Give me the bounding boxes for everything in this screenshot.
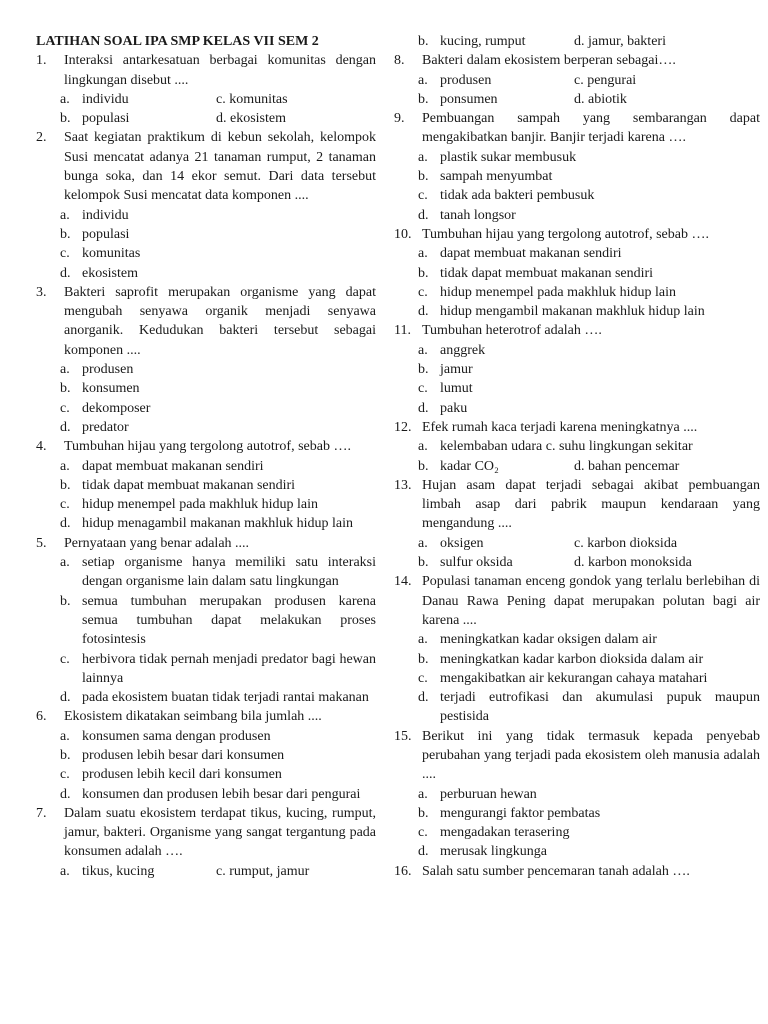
option-letter: c. [418, 284, 428, 300]
option-text: predator [82, 419, 129, 435]
question-number: 4. [36, 439, 47, 455]
answer-option [36, 457, 376, 476]
question-number: 11. [394, 323, 411, 339]
question-text: Populasi tanaman enceng gondok yang terlalu berlebihan di Danau Rawa Pening dapat merupakan polutan bagi air karena .... [422, 574, 760, 628]
question [394, 727, 760, 785]
question [36, 534, 376, 553]
answer-option: d. ekosistem [216, 111, 286, 127]
answer-option-pair [394, 32, 760, 51]
option-text: tidak dapat membuat makanan sendiri [440, 265, 654, 281]
answer-option [394, 688, 760, 727]
option-text: kelembaban udara c. suhu lingkungan sekitar [440, 439, 693, 455]
option-letter: a. [418, 786, 428, 802]
answer-option: d. abiotik [574, 91, 627, 107]
option-letter: b. [60, 477, 71, 493]
question-number: 8. [394, 53, 405, 69]
option-letter: a. [418, 342, 428, 358]
option-text: tidak ada bakteri pembusuk [440, 188, 595, 204]
question-text: Tumbuhan hijau yang tergolong autotrof, sebab …. [64, 439, 351, 455]
option-letter: c. [60, 767, 70, 783]
question [36, 283, 376, 360]
option-text: tanah longsor [440, 207, 516, 223]
option-letter: a. [60, 863, 70, 879]
option-text: hidup menagambil makanan makhluk hidup lain [82, 516, 353, 532]
question-text: Salah satu sumber pencemaran tanah adalah …. [422, 863, 690, 879]
option-letter: b. [418, 362, 429, 378]
question-number: 9. [394, 111, 405, 127]
answer-option-pair [36, 862, 376, 881]
option-text: populasi [82, 226, 130, 242]
answer-option-pair [394, 71, 760, 90]
option-letter: c. [418, 670, 428, 686]
question [394, 109, 760, 148]
question-number: 14. [394, 574, 412, 590]
option-text: tikus, kucing [82, 863, 155, 879]
question-text: Pernyataan yang benar adalah .... [64, 535, 250, 551]
option-text: produsen lebih besar dari konsumen [82, 747, 285, 763]
answer-option [60, 109, 216, 128]
option-letter: a. [418, 149, 428, 165]
question-text: Saat kegiatan praktikum di kebun sekolah, kelompok Susi mencatat adanya 21 tanaman rumput, 2 tanaman bunga soka, dan 14 ekor semut. Dari data tersebut kelompok Susi mencatat data komponen .... [64, 130, 376, 204]
option-letter: d. [418, 400, 429, 416]
answer-option [36, 360, 376, 379]
answer-option [394, 804, 760, 823]
answer-option-pair [394, 553, 760, 572]
option-letter: a. [60, 362, 70, 378]
answer-option [36, 592, 376, 650]
option-letter: b. [418, 91, 429, 107]
question-text: Pembuangan sampah yang sembarangan dapat mengakibatkan banjir. Banjir terjadi karena …. [422, 111, 760, 146]
question [36, 51, 376, 90]
answer-option [394, 302, 760, 321]
option-letter: b. [60, 111, 71, 127]
question-text: Tumbuhan hijau yang tergolong autotrof, sebab …. [422, 226, 709, 242]
option-letter: a. [418, 535, 428, 551]
answer-option-pair [394, 90, 760, 109]
right-column [394, 32, 760, 881]
option-text: anggrek [440, 342, 486, 358]
answer-option [36, 727, 376, 746]
answer-option [36, 399, 376, 418]
option-letter: c. [60, 651, 70, 667]
answer-option: c. karbon dioksida [574, 535, 678, 551]
option-text: individu [82, 91, 129, 107]
answer-option [394, 360, 760, 379]
option-letter: c. [60, 246, 70, 262]
answer-option [60, 862, 216, 881]
option-letter: b. [418, 169, 429, 185]
option-letter: c. [418, 188, 428, 204]
question [36, 437, 376, 456]
question-number: 2. [36, 130, 47, 146]
option-text: konsumen [82, 381, 140, 397]
option-letter: d. [418, 304, 429, 320]
question [394, 476, 760, 534]
question [394, 321, 760, 340]
answer-option-pair [36, 109, 376, 128]
answer-option [36, 553, 376, 592]
option-text: mengakibatkan air kekurangan cahaya matahari [440, 670, 708, 686]
answer-option-pair [394, 457, 760, 476]
option-text: konsumen dan produsen lebih besar dari pengurai [82, 786, 361, 802]
answer-option [36, 476, 376, 495]
answer-option [36, 650, 376, 689]
question-text: Berikut ini yang tidak termasuk kepada penyebab perubahan yang terjadi pada ekosistem oleh manusia adalah .... [422, 728, 760, 783]
question [394, 862, 760, 881]
option-text: paku [440, 400, 468, 416]
answer-option [36, 206, 376, 225]
question-number: 5. [36, 535, 47, 551]
option-text: komunitas [82, 246, 141, 262]
option-letter: a. [60, 728, 70, 744]
option-letter: c. [418, 825, 428, 841]
option-text: individu [82, 207, 129, 223]
answer-option [394, 283, 760, 302]
question [394, 572, 760, 630]
answer-option [36, 264, 376, 283]
option-letter: a. [418, 72, 428, 88]
option-text: produsen [82, 362, 134, 378]
option-letter: d. [60, 516, 71, 532]
question-text: Interaksi antarkesatuan berbagai komunitas dengan lingkungan disebut .... [64, 53, 376, 88]
answer-option [394, 437, 760, 456]
worksheet-title: LATIHAN SOAL IPA SMP KELAS VII SEM 2 [36, 34, 319, 49]
answer-option [394, 669, 760, 688]
option-letter: b. [60, 226, 71, 242]
answer-option [394, 148, 760, 167]
option-text: kadar CO₂ [440, 458, 499, 474]
option-letter: b. [418, 34, 429, 49]
option-text: sulfur oksida [440, 555, 513, 571]
answer-option: d. karbon monoksida [574, 555, 692, 571]
option-letter: d. [418, 207, 429, 223]
option-letter: c. [60, 497, 70, 513]
answer-option-pair [36, 90, 376, 109]
question [394, 51, 760, 70]
option-text: sampah menyumbat [440, 169, 553, 185]
option-text: meningkatkan kadar karbon dioksida dalam air [440, 651, 704, 667]
option-text: produsen [440, 72, 492, 88]
option-letter: b. [418, 555, 429, 571]
question-text: Bakteri saprofit merupakan organisme yang dapat mengubah senyawa organik menjadi senyawa anorganik. Kedudukan bakteri tersebut sebagai komponen .... [64, 284, 376, 358]
answer-option: c. komunitas [216, 91, 288, 107]
option-text: kucing, rumput [440, 34, 526, 49]
option-text: dekomposer [82, 400, 151, 416]
answer-option [394, 264, 760, 283]
question-number: 10. [394, 226, 412, 242]
option-letter: d. [60, 786, 71, 802]
option-letter: d. [60, 265, 71, 281]
option-text: hidup mengambil makanan makhluk hidup lain [440, 304, 705, 320]
option-text: herbivora tidak pernah menjadi predator bagi hewan lainnya [82, 651, 376, 686]
answer-option: c. rumput, jamur [216, 863, 310, 879]
option-text: hidup menempel pada makhluk hidup lain [82, 497, 319, 513]
answer-option [36, 765, 376, 784]
option-text: tidak dapat membuat makanan sendiri [82, 477, 296, 493]
option-letter: b. [60, 381, 71, 397]
answer-option [418, 71, 574, 90]
option-text: pada ekosistem buatan tidak terjadi rantai makanan [82, 690, 369, 706]
answer-option [394, 186, 760, 205]
option-text: dapat membuat makanan sendiri [82, 458, 264, 474]
question-text: Bakteri dalam ekosistem berperan sebagai…. [422, 53, 676, 69]
option-text: meningkatkan kadar oksigen dalam air [440, 632, 657, 648]
answer-option [394, 785, 760, 804]
option-text: perburuan hewan [440, 786, 537, 802]
answer-option [394, 244, 760, 263]
question-number: 15. [394, 728, 412, 744]
answer-option [394, 379, 760, 398]
answer-option [36, 688, 376, 707]
answer-option [394, 650, 760, 669]
option-text: mengadakan terasering [440, 825, 570, 841]
option-letter: a. [60, 555, 70, 571]
question-text: Hujan asam dapat terjadi sebagai akibat pembuangan limbah asap dari pabrik maupun kendaraan yang mengandung .... [422, 477, 760, 532]
option-letter: a. [418, 439, 428, 455]
question-text: Dalam suatu ekosistem terdapat tikus, kucing, rumput, jamur, bakteri. Organisme yang sangat tergantung pada konsumen adalah …. [64, 805, 376, 860]
left-column [36, 32, 376, 881]
option-text: setiap organisme hanya memiliki satu interaksi dengan organisme lain dalam satu lingkungan [82, 555, 376, 590]
option-text: semua tumbuhan merupakan produsen karena semua tumbuhan dapat melakukan proses fotosintesis [82, 593, 376, 648]
answer-option [418, 553, 574, 572]
question-text: Tumbuhan heterotrof adalah …. [422, 323, 602, 339]
answer-option [36, 746, 376, 765]
option-letter: d. [418, 844, 429, 860]
answer-option [36, 495, 376, 514]
option-letter: b. [60, 747, 71, 763]
option-text: terjadi eutrofikasi dan akumulasi pupuk maupun pestisida [440, 690, 760, 725]
option-text: konsumen sama dengan produsen [82, 728, 271, 744]
question [36, 128, 376, 205]
answer-option [60, 90, 216, 109]
question [36, 707, 376, 726]
answer-option: d. jamur, bakteri [574, 34, 666, 49]
option-text: ekosistem [82, 265, 138, 281]
option-letter: d. [60, 419, 71, 435]
option-letter: a. [60, 91, 70, 107]
answer-option: d. bahan pencemar [574, 458, 680, 474]
option-letter: b. [418, 458, 429, 474]
question-number: 16. [394, 863, 412, 879]
answer-option [394, 823, 760, 842]
question-number: 3. [36, 284, 47, 300]
answer-option [418, 457, 574, 476]
option-letter: a. [60, 207, 70, 223]
option-text: dapat membuat makanan sendiri [440, 246, 622, 262]
option-text: mengurangi faktor pembatas [440, 805, 601, 821]
answer-option [36, 225, 376, 244]
question [394, 225, 760, 244]
option-text: produsen lebih kecil dari konsumen [82, 767, 282, 783]
option-letter: c. [418, 381, 428, 397]
question-text: Ekosistem dikatakan seimbang bila jumlah .... [64, 709, 322, 725]
answer-option-pair [394, 534, 760, 553]
question-text: Efek rumah kaca terjadi karena meningkatnya .... [422, 419, 698, 435]
option-letter: b. [418, 651, 429, 667]
option-letter: d. [418, 690, 429, 706]
answer-option [36, 514, 376, 533]
answer-option [418, 534, 574, 553]
option-text: merusak lingkunga [440, 844, 547, 860]
option-text: lumut [440, 381, 473, 397]
answer-option [36, 244, 376, 263]
question-number: 13. [394, 477, 412, 493]
answer-option [418, 32, 574, 51]
question-number: 1. [36, 53, 47, 69]
answer-option [394, 630, 760, 649]
answer-option [36, 379, 376, 398]
option-text: ponsumen [440, 91, 498, 107]
question [394, 418, 760, 437]
option-letter: d. [60, 690, 71, 706]
option-text: hidup menempel pada makhluk hidup lain [440, 284, 677, 300]
question-number: 7. [36, 805, 47, 821]
option-letter: b. [418, 805, 429, 821]
answer-option [36, 418, 376, 437]
answer-option [394, 399, 760, 418]
question-number: 12. [394, 419, 412, 435]
option-letter: b. [418, 265, 429, 281]
option-letter: a. [418, 246, 428, 262]
option-letter: a. [418, 632, 428, 648]
question-number: 6. [36, 709, 47, 725]
question [36, 804, 376, 862]
answer-option [394, 341, 760, 360]
option-text: plastik sukar membusuk [440, 149, 577, 165]
answer-option [394, 167, 760, 186]
answer-option [394, 206, 760, 225]
option-text: jamur [440, 362, 473, 378]
answer-option [418, 90, 574, 109]
answer-option [394, 842, 760, 861]
option-text: oksigen [440, 535, 484, 551]
option-letter: c. [60, 400, 70, 416]
option-letter: b. [60, 593, 71, 609]
option-letter: a. [60, 458, 70, 474]
answer-option [36, 785, 376, 804]
answer-option: c. pengurai [574, 72, 637, 88]
option-text: populasi [82, 111, 130, 127]
